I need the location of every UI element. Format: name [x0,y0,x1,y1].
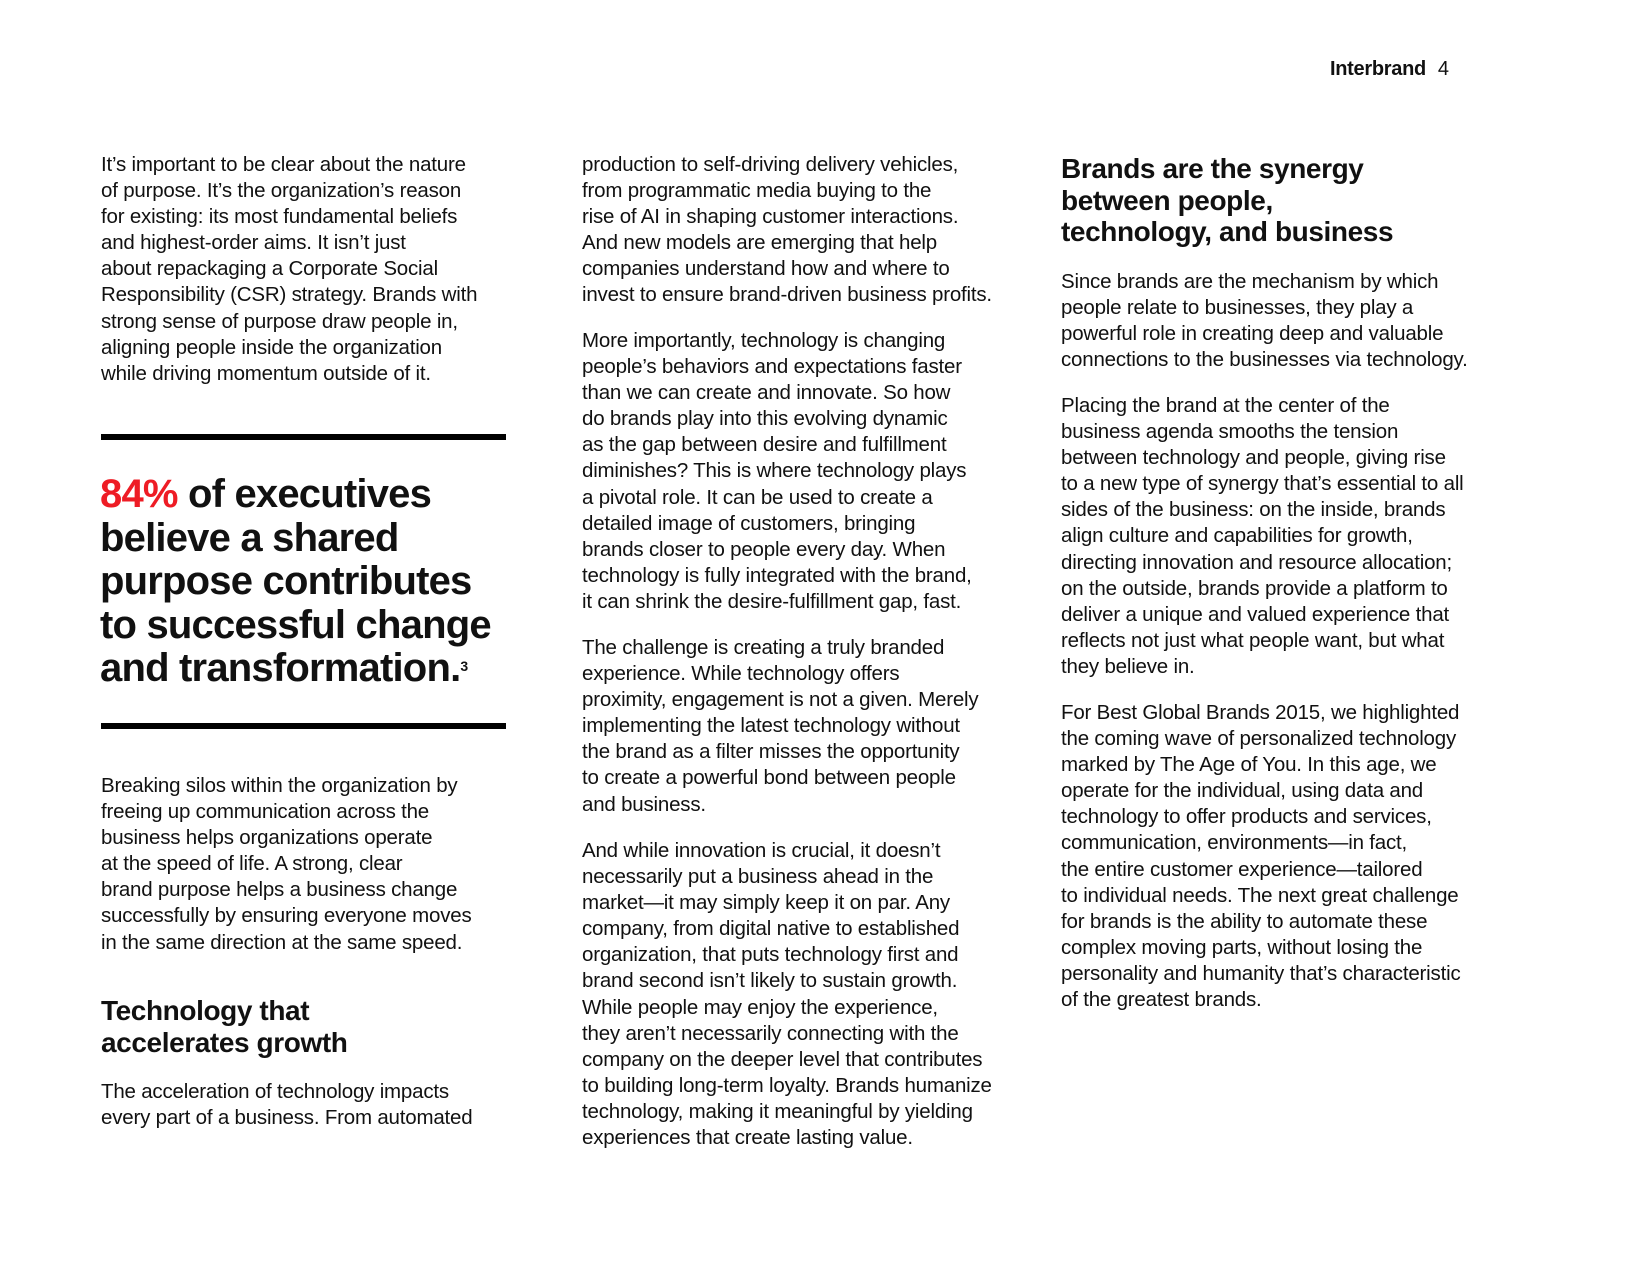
text-line: sides of the business: on the inside, brands [1061,498,1446,522]
text-line: operate for the individual, using data and [1061,779,1424,803]
text-line: Technology that [101,995,310,1026]
text-line: company, from digital native to established [582,917,960,941]
col2-paragraph-3 [582,635,978,818]
brand-name: Interbrand [1330,58,1426,80]
intro-paragraph [101,152,477,387]
text-line: Placing the brand at the center of the [1061,394,1390,417]
quote-text: and transformation. [100,646,461,690]
text-line: implementing the latest technology without [582,714,960,738]
text-line: of the greatest brands. [1061,988,1262,1012]
text-line: deliver a unique and valued experience that [1061,602,1450,626]
text-line: communication, environments—in fact, [1061,831,1408,855]
text-line: people relate to businesses, they play a [1061,296,1414,320]
text-line: technology is fully integrated with the brand, [582,563,972,587]
text-line: of purpose. It’s the organization’s reason [101,179,462,203]
divider-top [101,434,506,440]
text-line: people’s behaviors and expectations faster [582,355,962,379]
text-line: experiences that create lasting value. [582,1126,913,1150]
col2-paragraph-2 [582,328,972,615]
pull-quote [100,473,491,691]
text-line: For Best Global Brands 2015, we highlighted [1061,701,1460,724]
text-line: marked by The Age of You. In this age, we [1061,753,1437,777]
text-line: directing innovation and resource allocation; [1061,550,1453,574]
text-line: they aren’t necessarily connecting with the [582,1021,959,1045]
quote-line: believe a shared [100,515,399,560]
text-line: between people, [1061,184,1273,216]
quote-line: to successful change [100,602,491,647]
text-line: reflects not just what people want, but what [1061,628,1445,652]
text-line: and highest-order aims. It isn’t just [101,231,406,255]
text-line: Breaking silos within the organization by [101,774,458,797]
acceleration-paragraph [101,1079,472,1131]
text-line: It’s important to be clear about the nature [101,153,466,176]
text-line: accelerates growth [101,1026,348,1058]
text-line: aligning people inside the organization [101,335,442,359]
text-line: organization, that puts technology first and [582,943,959,967]
text-line: While people may enjoy the experience, [582,995,938,1019]
text-line: the entire customer experience—tailored [1061,857,1423,881]
text-line: business helps organizations operate [101,826,433,850]
text-line: at the speed of life. A strong, clear [101,852,403,876]
col3-paragraph-2 [1061,393,1464,680]
text-line: about repackaging a Corporate Social [101,257,438,281]
quote-line [100,647,491,691]
text-line: for existing: its most fundamental beliefs [101,205,458,229]
text-line: they believe in. [1061,654,1195,678]
text-line: to individual needs. The next great challenge [1061,883,1459,907]
text-line: necessarily put a business ahead in the [582,865,934,889]
text-line: invest to ensure brand-driven business profits. [582,283,992,307]
text-line: strong sense of purpose draw people in, [101,309,458,333]
text-line: And new models are emerging that help [582,231,937,255]
text-line: as the gap between desire and fulfillment [582,433,947,457]
text-line: technology, making it meaningful by yielding [582,1099,973,1123]
text-line: for brands is the ability to automate these [1061,909,1428,933]
silos-paragraph [101,773,472,956]
text-line: while driving momentum outside of it. [101,361,431,385]
section-heading-synergy [1061,153,1393,248]
text-line: complex moving parts, without losing the [1061,935,1423,959]
text-line: brand second isn’t likely to sustain growth. [582,969,958,993]
text-line: rise of AI in shaping customer interactions. [582,205,959,229]
page-number: 4 [1437,58,1450,80]
text-line: than we can create and innovate. So how [582,381,951,405]
text-line: to building long-term loyalty. Brands humanize [582,1073,992,1097]
text-line: brands closer to people every day. When [582,537,946,561]
text-line: do brands play into this evolving dynamic [582,407,948,431]
text-line: And while innovation is crucial, it doesn’t [582,839,941,862]
text-line: connections to the businesses via technology. [1061,348,1468,372]
text-line: technology to offer products and services, [1061,805,1432,829]
col3-paragraph-3 [1061,700,1461,1013]
text-line: market—it may simply keep it on par. Any [582,891,950,915]
text-line: to a new type of synergy that’s essential to all [1061,472,1464,496]
text-line: from programmatic media buying to the [582,179,932,203]
text-line: between technology and people, giving rise [1061,446,1446,470]
text-line: The challenge is creating a truly branded [582,636,945,659]
text-line: Brands are the synergy [1061,153,1364,184]
text-line: and business. [582,792,706,816]
text-line: it can shrink the desire-fulfillment gap, fast. [582,589,962,613]
page-header [1330,58,1449,81]
text-line: on the outside, brands provide a platform to [1061,576,1448,600]
quote-line [100,473,491,517]
text-line: company on the deeper level that contributes [582,1047,983,1071]
text-line: freeing up communication across the [101,800,430,824]
text-line: experience. While technology offers [582,662,900,686]
text-line: production to self-driving delivery vehicles, [582,153,959,176]
col2-paragraph-1 [582,152,992,309]
text-line: align culture and capabilities for growth, [1061,524,1413,548]
text-line: proximity, engagement is not a given. Merely [582,688,979,712]
text-line: powerful role in creating deep and valuable [1061,322,1444,346]
text-line: to create a powerful bond between people [582,766,956,790]
text-line: Responsibility (CSR) strategy. Brands with [101,283,478,307]
text-line: Since brands are the mechanism by which [1061,270,1439,293]
text-line: brand purpose helps a business change [101,878,458,902]
text-line: The acceleration of technology impacts [101,1080,449,1103]
text-line: companies understand how and where to [582,257,950,281]
text-line: a pivotal role. It can be used to create a [582,485,933,509]
text-line: the coming wave of personalized technology [1061,727,1457,751]
text-line: in the same direction at the same speed. [101,930,463,954]
divider-bottom [101,723,506,729]
text-line: diminishes? This is where technology plays [582,459,967,483]
text-line: More importantly, technology is changing [582,329,946,352]
quote-text: of executives [177,472,432,516]
col2-paragraph-4 [582,838,992,1151]
text-line: personality and humanity that’s characteristic [1061,961,1461,985]
text-line: business agenda smooths the tension [1061,420,1399,444]
text-line: every part of a business. From automated [101,1106,473,1130]
quote-highlight-stat: 84% [100,472,178,516]
text-line: technology, and business [1061,216,1394,247]
footnote-ref: 3 [460,658,468,674]
section-heading-technology [101,995,347,1058]
text-line: detailed image of customers, bringing [582,511,916,535]
col3-paragraph-1 [1061,269,1468,373]
text-line: successfully by ensuring everyone moves [101,904,472,928]
text-line: the brand as a filter misses the opportunity [582,740,960,764]
quote-line: purpose contributes [100,559,472,603]
